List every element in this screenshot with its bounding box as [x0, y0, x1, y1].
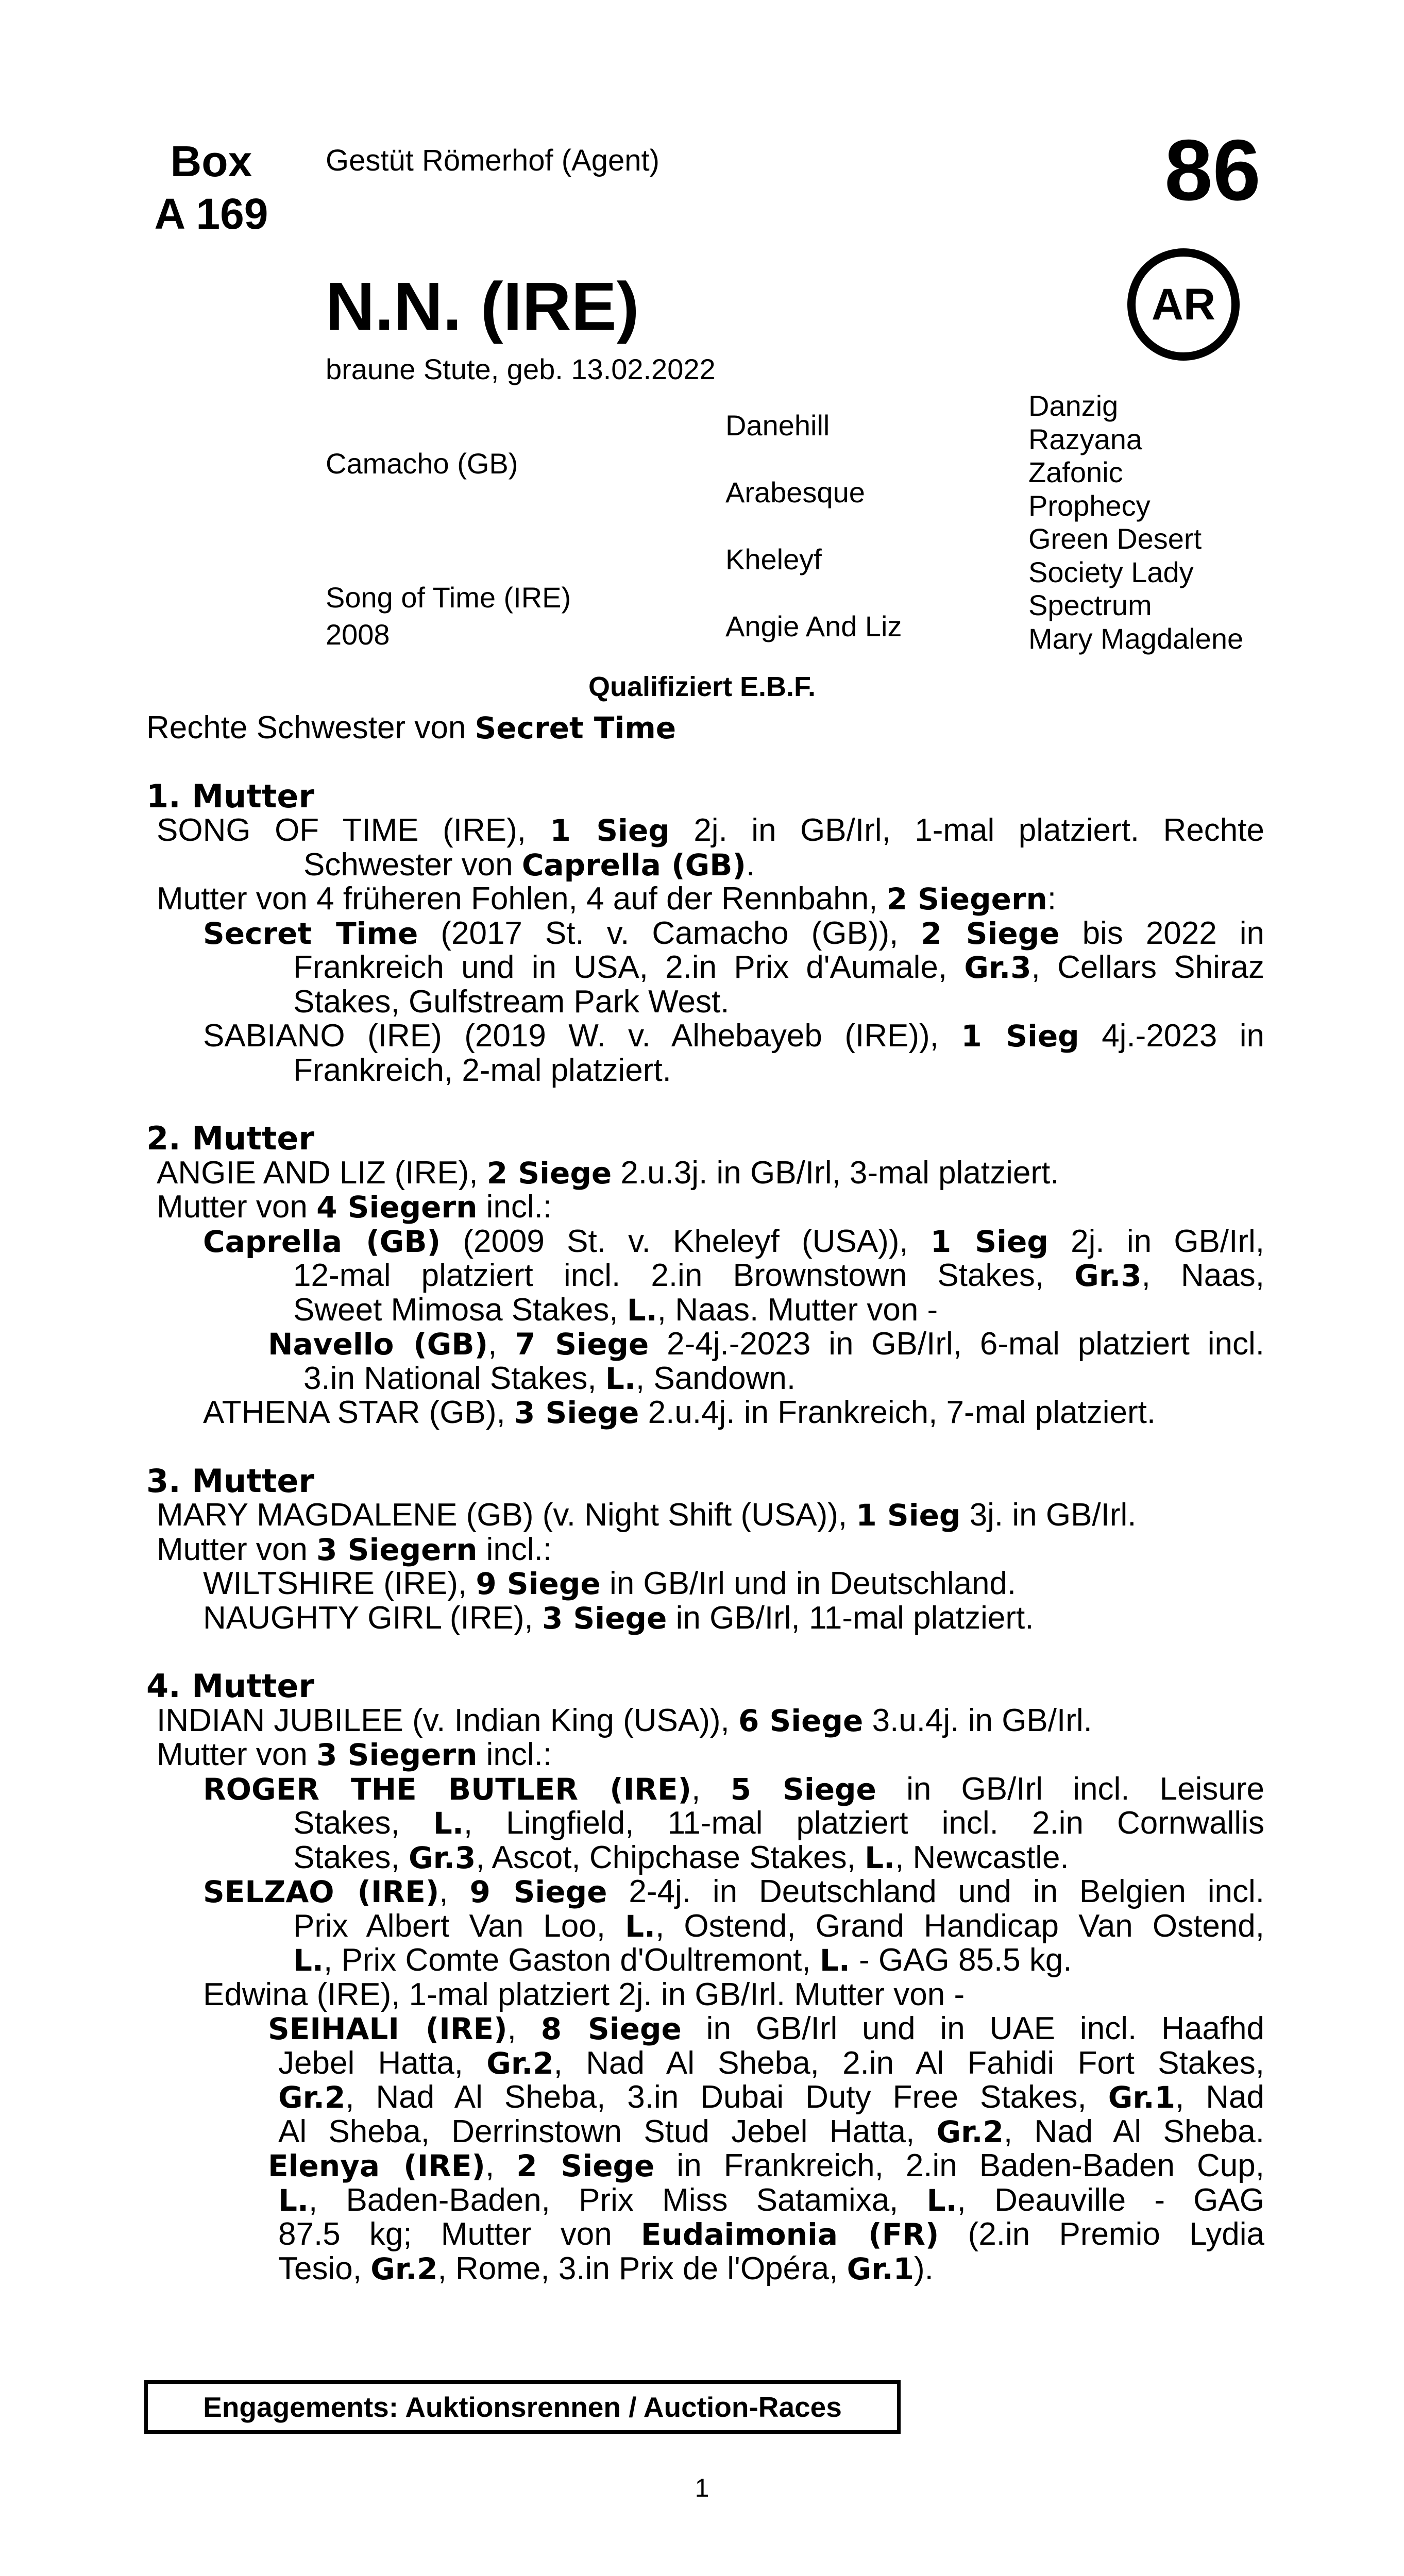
produce-line: WILTSHIRE (IRE), 9 Siege in GB/Irl und in Deutschland. — [203, 1566, 1017, 1601]
dam-line: MARY MAGDALENE (GB) (v. Night Shift (USA)), 1 Sieg 3j. in GB/Irl. — [157, 1497, 1137, 1533]
produce-line: Gr.2, Nad Al Sheba, 3.in Dubai Duty Free Stakes, Gr.1, Nad — [278, 2079, 1264, 2115]
pedigree-gen3-item: Prophecy — [1028, 489, 1151, 522]
produce-line: Stakes, Gulfstream Park West. — [293, 984, 730, 1020]
pedigree-gen2-item: Arabesque — [725, 476, 865, 509]
agent-name: Gestüt Römerhof (Agent) — [326, 144, 659, 177]
produce-line: Tesio, Gr.2, Rome, 3.in Prix de l'Opéra, Gr.1). — [278, 2250, 934, 2286]
produce-summary: Mutter von 3 Siegern incl.: — [157, 1737, 552, 1772]
produce-line: Sweet Mimosa Stakes, L., Naas. Mutter von - — [293, 1292, 938, 1328]
pedigree-sire: Camacho (GB) — [326, 447, 518, 480]
page-number: 1 — [695, 2473, 709, 2502]
produce-line: ROGER THE BUTLER (IRE), 5 Siege in GB/Irl incl. Leisure — [203, 1771, 1265, 1807]
pedigree-dam: Song of Time (IRE) — [326, 581, 571, 614]
section-title: 2. Mutter — [146, 1120, 315, 1157]
produce-line: SABIANO (IRE) (2019 W. v. Alhebayeb (IRE)), 1 Sieg 4j.-2023 in — [203, 1018, 1264, 1054]
engagements-text: Engagements: Auktionsrennen / Auction-Races — [203, 2391, 842, 2423]
produce-line: Stakes, Gr.3, Ascot, Chipchase Stakes, L., Newcastle. — [293, 1839, 1069, 1875]
produce-line: Stakes, L., Lingfield, 11-mal platziert incl. 2.in Cornwallis — [293, 1805, 1264, 1841]
lot-number: 86 — [1164, 122, 1261, 218]
produce-summary: Mutter von 3 Siegern incl.: — [157, 1531, 552, 1567]
pedigree-gen3-item: Zafonic — [1028, 456, 1123, 488]
section-title: 4. Mutter — [146, 1667, 315, 1705]
produce-line: Secret Time (2017 St. v. Camacho (GB)), 2 Siege bis 2022 in — [203, 915, 1264, 951]
pedigree-gen3-item: Spectrum — [1028, 589, 1152, 621]
box-label — [144, 135, 278, 240]
produce-line: Al Sheba, Derrinstown Stud Jebel Hatta, Gr.2, Nad Al Sheba. — [278, 2113, 1264, 2149]
produce-line: L., Prix Comte Gaston d'Oultremont, L. - GAG 85.5 kg. — [293, 1942, 1072, 1978]
box-number: A 169 — [154, 190, 268, 238]
section-title: 3. Mutter — [146, 1462, 315, 1500]
sibling-name: Secret Time — [475, 710, 676, 745]
produce-summary: Mutter von 4 früheren Fohlen, 4 auf der Rennbahn, 2 Siegern: — [157, 881, 1057, 917]
produce-summary: Mutter von 4 Siegern incl.: — [157, 1189, 552, 1225]
dam-line: ANGIE AND LIZ (IRE), 2 Siege 2.u.3j. in GB/Irl, 3-mal platziert. — [157, 1155, 1059, 1191]
pedigree-gen3-item: Razyana — [1028, 422, 1143, 455]
section-title: 1. Mutter — [146, 777, 315, 815]
pedigree-gen3-item: Mary Magdalene — [1028, 622, 1244, 655]
produce-line: SEIHALI (IRE), 8 Siege in GB/Irl und in UAE incl. Haafhd — [268, 2011, 1264, 2046]
ar-badge — [1127, 248, 1240, 361]
catalogue-text — [146, 711, 1264, 2286]
box-label-text: Box — [170, 137, 252, 185]
pedigree-gen3-item: Green Desert — [1028, 522, 1202, 555]
produce-line: SELZAO (IRE), 9 Siege 2-4j. in Deutschland und in Belgien incl. — [203, 1874, 1264, 1909]
produce-line: Frankreich, 2-mal platziert. — [293, 1052, 671, 1088]
qualification: Qualifiziert E.B.F. — [588, 671, 816, 702]
dam-line: SONG OF TIME (IRE), 1 Sieg 2j. in GB/Irl, 1-mal platziert. Rechte — [157, 812, 1264, 848]
produce-line: Navello (GB), 7 Siege 2-4j.-2023 in GB/Irl, 6-mal platziert incl. — [268, 1326, 1264, 1362]
pedigree-gen3-item: Danzig — [1028, 389, 1119, 422]
produce-line: Elenya (IRE), 2 Siege in Frankreich, 2.in Baden-Baden Cup, — [268, 2148, 1264, 2183]
pedigree-gen3 — [1028, 389, 1243, 655]
produce-line: Frankreich und in USA, 2.in Prix d'Aumale, Gr.3, Cellars Shiraz — [293, 950, 1264, 985]
dam-line: Schwester von Caprella (GB). — [303, 846, 755, 883]
produce-line: 87.5 kg; Mutter von Eudaimonia (FR) (2.in Premio Lydia — [278, 2216, 1265, 2252]
produce-line: Caprella (GB) (2009 St. v. Kheleyf (USA)), 1 Sieg 2j. in GB/Irl, — [203, 1223, 1264, 1259]
produce-line: ATHENA STAR (GB), 3 Siege 2.u.4j. in Frankreich, 7-mal platziert. — [203, 1395, 1156, 1430]
dam-line: INDIAN JUBILEE (v. Indian King (USA)), 6 Siege 3.u.4j. in GB/Irl. — [157, 1702, 1092, 1738]
produce-line: Edwina (IRE), 1-mal platziert 2j. in GB/Irl. Mutter von - — [203, 1976, 965, 2012]
pedigree-gen3-item: Society Lady — [1028, 555, 1194, 588]
produce-line: L., Baden-Baden, Prix Miss Satamixa, L., Deauville - GAG — [278, 2182, 1264, 2218]
produce-line: 3.in National Stakes, L., Sandown. — [303, 1360, 796, 1396]
pedigree-gen2-item: Danehill — [725, 409, 830, 442]
pedigree-gen2-item: Kheleyf — [725, 543, 822, 575]
produce-line: Jebel Hatta, Gr.2, Nad Al Sheba, 2.in Al Fahidi Fort Stakes, — [278, 2045, 1264, 2081]
sibling-line: Rechte Schwester von Secret Time — [146, 710, 676, 745]
horse-description: braune Stute, geb. 13.02.2022 — [326, 353, 716, 385]
produce-line: Prix Albert Van Loo, L., Ostend, Grand Handicap Van Ostend, — [293, 1908, 1264, 1944]
horse-name: N.N. (IRE) — [326, 268, 639, 344]
pedigree-dam-year: 2008 — [326, 618, 390, 651]
produce-line: NAUGHTY GIRL (IRE), 3 Siege in GB/Irl, 11-mal platziert. — [203, 1600, 1034, 1636]
engagements-box — [144, 2380, 901, 2434]
produce-line: 12-mal platziert incl. 2.in Brownstown Stakes, Gr.3, Naas, — [293, 1258, 1264, 1293]
ar-badge-text: AR — [1151, 279, 1216, 329]
pedigree-gen2-item: Angie And Liz — [725, 610, 902, 642]
